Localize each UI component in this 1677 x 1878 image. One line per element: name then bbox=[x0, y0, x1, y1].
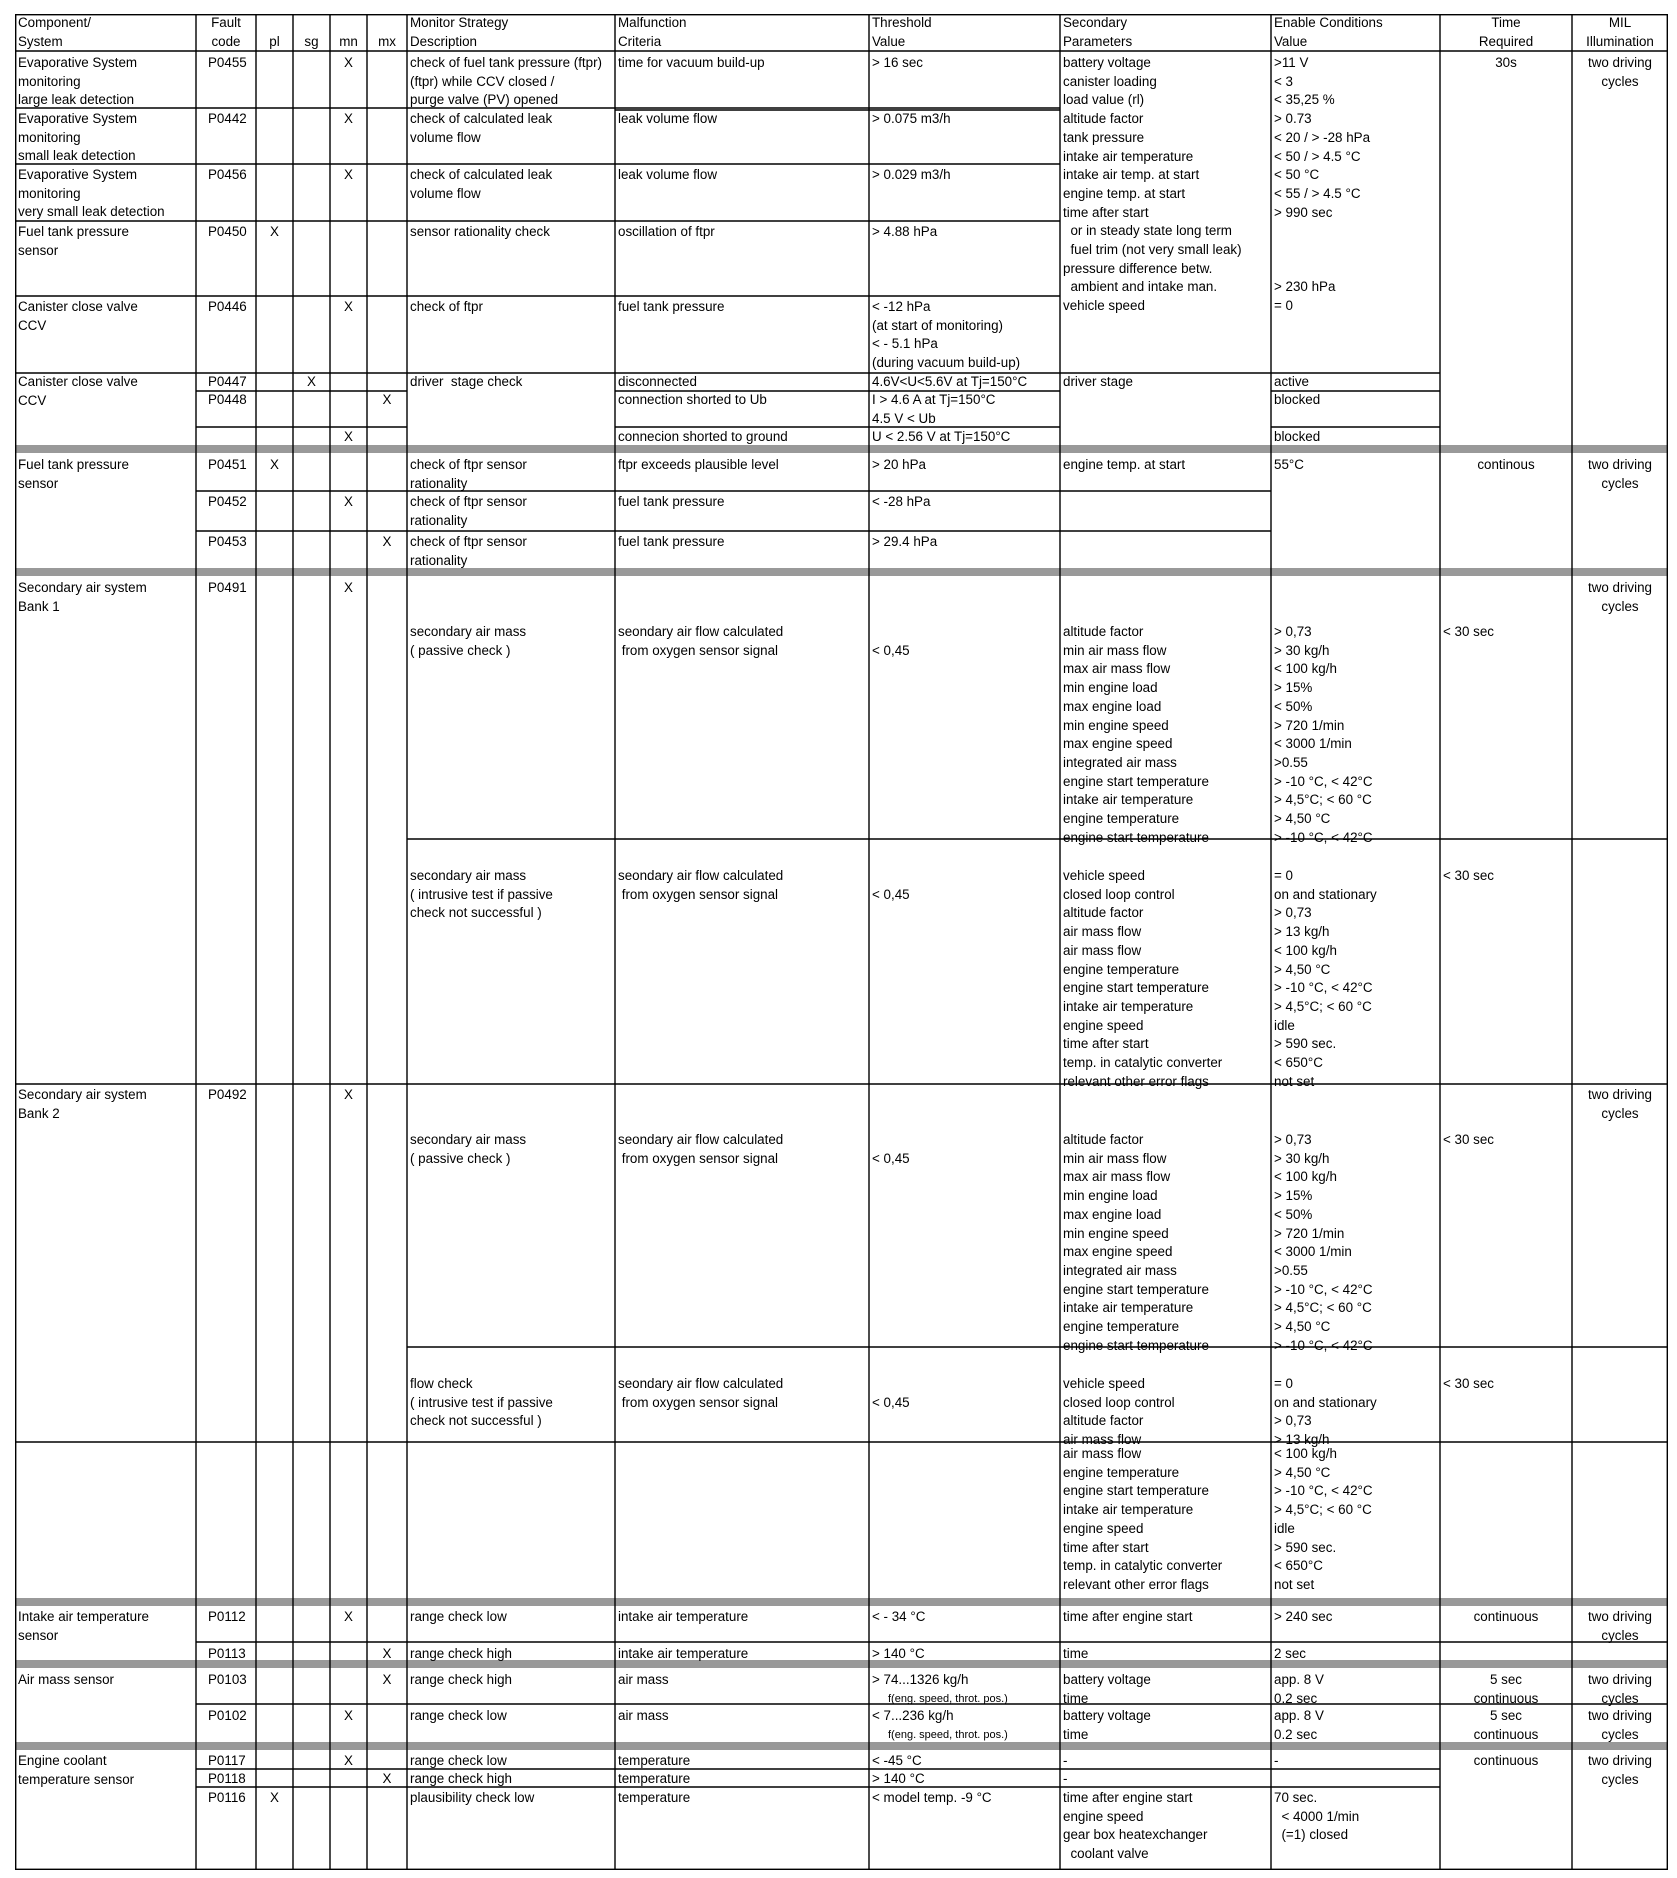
row-sas2-passive-time: < 30 sec bbox=[1443, 1132, 1494, 1147]
header-secondary-parameters: Secondary Parameters bbox=[1063, 15, 1133, 49]
row-iat-malf-1: intake air temperature bbox=[618, 1609, 749, 1624]
header-enable-conditions: Enable Conditions Value bbox=[1274, 15, 1383, 49]
header-mn: mn bbox=[339, 34, 358, 49]
row-ftp-component: Fuel tank pressure sensor bbox=[18, 457, 129, 491]
row-ect-code-2: P0118 bbox=[208, 1771, 246, 1786]
row-sas1-passive-secondary: altitude factor min air mass flow max air mass flow min engine load max engine load min engine speed max engine speed integrated air mass engine start temperature intake air temperature engine temperature engine start temperature bbox=[1063, 624, 1209, 845]
row-ftp-code-1: P0451 bbox=[208, 457, 247, 472]
row-ect-time: continuous bbox=[1473, 1753, 1539, 1768]
header-threshold: Threshold Value bbox=[872, 15, 932, 49]
row-ftp-mil: two driving cycles bbox=[1587, 457, 1652, 491]
row-sas2-intrusive-monitor: flow check ( intrusive test if passive check not successful ) bbox=[410, 1376, 553, 1429]
row-sas1-code: P0491 bbox=[208, 580, 247, 595]
row-sas1-mn-mark: X bbox=[344, 580, 353, 595]
row-sas1-component: Secondary air system Bank 1 bbox=[18, 580, 147, 614]
row-maf-thr-1: > 74...1326 kg/h bbox=[872, 1672, 969, 1687]
table-grid-lines bbox=[15, 14, 1668, 1870]
row-ccv2-mn-mark: X bbox=[344, 429, 353, 444]
row-maf-thr-2-note: f(eng. speed, throt. pos.) bbox=[888, 1729, 1008, 1741]
row-maf-en-1: app. 8 V 0.2 sec bbox=[1274, 1672, 1324, 1706]
row-sas2-intrusive-enable: = 0 on and stationary > 0,73 > 13 kg/h bbox=[1274, 1376, 1377, 1448]
row-ect-malf-2: temperature bbox=[618, 1771, 691, 1786]
row-iat-time: continuous bbox=[1473, 1609, 1539, 1624]
row-maf-malf-1: air mass bbox=[618, 1672, 669, 1687]
row-ftps-code: P0450 bbox=[208, 224, 247, 239]
row-maf-sec-2: battery voltage time bbox=[1063, 1708, 1151, 1742]
row-sas2-intrusive-malf: seondary air flow calculated from oxygen sensor signal bbox=[618, 1376, 784, 1410]
row-maf-thr-2: < 7...236 kg/h bbox=[872, 1708, 954, 1723]
row-ect-sec-2: - bbox=[1063, 1771, 1068, 1786]
row-ccv2-enable-2: blocked bbox=[1274, 392, 1321, 407]
row-maf-mn-mark: X bbox=[344, 1708, 353, 1723]
row-sas1-passive-enable: > 0,73 > 30 kg/h < 100 kg/h > 15% < 50% > 720 1/min < 3000 1/min >0.55 > -10 °C, < 42°C > 4,5°C; < 60 °C > 4,50 °C > -10 °C, < 42°C bbox=[1274, 624, 1373, 845]
row-ect-component: Engine coolant temperature sensor bbox=[18, 1753, 135, 1787]
evap-secondary-parameters: battery voltage canister loading load value (rl) altitude factor tank pressure intake air temperature intake air temp. at start engine temp. at start time after start or in steady state long term fuel trim (not very small leak) pressure difference betw. ambient and intake man. vehicle speed bbox=[1063, 55, 1242, 314]
row-ect-sec-3: time after engine start engine speed gear box heatexchanger coolant valve bbox=[1063, 1790, 1208, 1862]
row-iat-code-2: P0113 bbox=[208, 1646, 246, 1661]
row-ect-mn-mark: X bbox=[344, 1753, 353, 1768]
header-malfunction-criteria: Malfunction Criteria bbox=[618, 15, 687, 49]
row-ccv-code: P0446 bbox=[208, 299, 247, 314]
row-ccv2-mx-mark: X bbox=[382, 392, 392, 407]
row-ccv-component: Canister close valve CCV bbox=[18, 299, 138, 333]
row-evap-large-threshold: > 16 sec bbox=[872, 55, 923, 70]
row-iat-en-2: 2 sec bbox=[1274, 1646, 1307, 1661]
row-sas2-component: Secondary air system Bank 2 bbox=[18, 1087, 147, 1121]
row-sas1-intrusive-thr: < 0,45 bbox=[872, 887, 910, 902]
row-evap-vsmall-mn-mark: X bbox=[344, 167, 353, 182]
row-ccv-mn-mark: X bbox=[344, 299, 353, 314]
row-ftp-enable-1: 55°C bbox=[1274, 457, 1304, 472]
row-ccv2-thr-3: U < 2.56 V at Tj=150°C bbox=[872, 429, 1011, 444]
evap-enable-values: >11 V < 3 < 35,25 % > 0.73 < 20 / > -28 hPa < 50 / > 4.5 °C < 50 °C < 55 / > 4.5 °C > 990 sec > 230 hPa = 0 bbox=[1274, 55, 1371, 314]
row-sas1-intrusive-monitor: secondary air mass ( intrusive test if passive check not successful ) bbox=[410, 868, 553, 921]
row-sas1-passive-malf: seondary air flow calculated from oxygen sensor signal bbox=[618, 624, 784, 658]
evap-mil: two driving cycles bbox=[1587, 55, 1652, 89]
row-ect-malf-3: temperature bbox=[618, 1790, 691, 1805]
row-evap-small-mn-mark: X bbox=[344, 111, 353, 126]
row-iat-mon-2: range check high bbox=[410, 1646, 512, 1661]
row-ftp-secondary-1: engine temp. at start bbox=[1063, 457, 1186, 472]
row-ftp-malf-1: ftpr exceeds plausible level bbox=[618, 457, 779, 472]
row-ect-en-3: 70 sec. < 4000 1/min (=1) closed bbox=[1274, 1790, 1360, 1843]
row-sas1-intrusive-malf: seondary air flow calculated from oxygen sensor signal bbox=[618, 868, 784, 902]
row-ccv2-monitor: driver stage check bbox=[410, 374, 523, 389]
row-sas2-mn-mark: X bbox=[344, 1087, 353, 1102]
row-maf-component: Air mass sensor bbox=[18, 1672, 114, 1687]
row-evap-small-monitor: check of calculated leak volume flow bbox=[410, 111, 553, 145]
row-evap-large-malfunction: time for vacuum build-up bbox=[618, 55, 765, 70]
row-sas1-intrusive-enable: = 0 on and stationary > 0,73 > 13 kg/h < 100 kg/h > 4,50 °C > -10 °C, < 42°C > 4,5°C; < 60 °C idle > 590 sec. < 650°C not set bbox=[1274, 868, 1377, 1089]
row-sas2-intrusive-thr: < 0,45 bbox=[872, 1395, 910, 1410]
row-maf-sec-1: battery voltage time bbox=[1063, 1672, 1151, 1706]
row-evap-small-component: Evaporative System monitoring small leak detection bbox=[18, 111, 138, 164]
row-ftp-monitor-2: check of ftpr sensor rationality bbox=[410, 494, 527, 528]
header-mx: mx bbox=[378, 34, 396, 49]
row-ftps-threshold: > 4.88 hPa bbox=[872, 224, 938, 239]
row-ftps-pl-mark: X bbox=[270, 224, 279, 239]
row-ccv2-code-1: P0447 bbox=[208, 374, 247, 389]
row-ccv2-code-2: P0448 bbox=[208, 392, 247, 407]
row-ect-mon-3: plausibility check low bbox=[410, 1790, 535, 1805]
row-ftps-monitor: sensor rationality check bbox=[410, 224, 550, 239]
row-evap-vsmall-component: Evaporative System monitoring very small leak detection bbox=[18, 167, 165, 220]
row-iat-sec-1: time after engine start bbox=[1063, 1609, 1193, 1624]
row-maf-mx-mark: X bbox=[382, 1672, 392, 1687]
row-evap-vsmall-threshold: > 0.029 m3/h bbox=[872, 167, 951, 182]
row-maf-mil-2: two driving cycles bbox=[1587, 1708, 1652, 1742]
row-evap-small-code: P0442 bbox=[208, 111, 247, 126]
row-sas1-mil: two driving cycles bbox=[1587, 580, 1652, 614]
row-ftp-thr-3: > 29.4 hPa bbox=[872, 534, 938, 549]
row-ccv2-sg-mark: X bbox=[307, 374, 316, 389]
row-evap-vsmall-code: P0456 bbox=[208, 167, 247, 182]
row-sas2-passive-secondary: altitude factor min air mass flow max air mass flow min engine load max engine load min engine speed max engine speed integrated air mass engine start temperature intake air temperature engine temperature engine start temperature bbox=[1063, 1132, 1209, 1353]
row-maf-code-2: P0102 bbox=[208, 1708, 247, 1723]
row-ftp-malf-2: fuel tank pressure bbox=[618, 494, 725, 509]
row-ftp-thr-2: < -28 hPa bbox=[872, 494, 931, 509]
row-sas1-passive-monitor: secondary air mass ( passive check ) bbox=[410, 624, 527, 658]
row-ccv2-malf-2: connection shorted to Ub bbox=[618, 392, 767, 407]
row-evap-vsmall-malfunction: leak volume flow bbox=[618, 167, 717, 182]
row-sas2-passive-thr: < 0,45 bbox=[872, 1151, 910, 1166]
row-sas2-cont-secondary: air mass flow engine temperature engine start temperature intake air temperature engine speed time after start temp. in catalytic converter relevant other error flags bbox=[1063, 1446, 1223, 1592]
row-ftp-pl-mark: X bbox=[270, 457, 279, 472]
row-ect-code-1: P0117 bbox=[208, 1753, 246, 1768]
row-sas2-passive-monitor: secondary air mass ( passive check ) bbox=[410, 1132, 527, 1166]
row-ftp-monitor-1: check of ftpr sensor rationality bbox=[410, 457, 527, 491]
row-ccv2-enable-1: active bbox=[1274, 374, 1309, 389]
row-ect-mx-mark: X bbox=[382, 1771, 392, 1786]
row-evap-vsmall-monitor: check of calculated leak volume flow bbox=[410, 167, 553, 201]
row-sas1-intrusive-secondary: vehicle speed closed loop control altitude factor air mass flow air mass flow engine temperature engine start temperature intake air temperature engine speed time after start temp. in catalytic converter relevant other error flags bbox=[1063, 868, 1223, 1089]
header-pl: pl bbox=[269, 34, 280, 49]
row-maf-thr-1-note: f(eng. speed, throt. pos.) bbox=[888, 1693, 1008, 1705]
row-ect-thr-2: > 140 °C bbox=[872, 1771, 925, 1786]
row-iat-mil: two driving cycles bbox=[1587, 1609, 1652, 1643]
row-ect-code-3: P0116 bbox=[208, 1790, 246, 1805]
row-sas1-intrusive-time: < 30 sec bbox=[1443, 868, 1494, 883]
header-component: Component/ System bbox=[18, 15, 91, 49]
obd-monitor-table bbox=[15, 14, 1668, 1870]
row-maf-time-1: 5 sec continuous bbox=[1473, 1672, 1539, 1706]
row-ccv2-enable-3: blocked bbox=[1274, 429, 1321, 444]
row-ftp-code-2: P0452 bbox=[208, 494, 247, 509]
row-iat-en-1: > 240 sec bbox=[1274, 1609, 1333, 1624]
row-ccv2-thr-2: I > 4.6 A at Tj=150°C 4.5 V < Ub bbox=[872, 392, 996, 426]
header-fault-code: Fault code bbox=[211, 15, 241, 49]
row-ftp-monitor-3: check of ftpr sensor rationality bbox=[410, 534, 527, 568]
row-ccv2-malf-1: disconnected bbox=[618, 374, 697, 389]
row-iat-mn-mark: X bbox=[344, 1609, 353, 1624]
row-sas2-intrusive-secondary: vehicle speed closed loop control altitude factor air mass flow bbox=[1063, 1376, 1175, 1448]
row-iat-thr-1: < - 34 °C bbox=[872, 1609, 926, 1624]
evap-time-required: 30s bbox=[1495, 55, 1517, 70]
row-sas2-intrusive-time: < 30 sec bbox=[1443, 1376, 1494, 1391]
row-sas2-cont-enable: < 100 kg/h > 4,50 °C > -10 °C, < 42°C > 4,5°C; < 60 °C idle > 590 sec. < 650°C not set bbox=[1274, 1446, 1373, 1592]
row-iat-code-1: P0112 bbox=[208, 1609, 246, 1624]
row-maf-malf-2: air mass bbox=[618, 1708, 669, 1723]
row-maf-mon-1: range check high bbox=[410, 1672, 512, 1687]
row-sas1-passive-thr: < 0,45 bbox=[872, 643, 910, 658]
row-iat-malf-2: intake air temperature bbox=[618, 1646, 749, 1661]
row-ftps-malfunction: oscillation of ftpr bbox=[618, 224, 715, 239]
row-ccv-malfunction: fuel tank pressure bbox=[618, 299, 725, 314]
row-ccv2-secondary: driver stage bbox=[1063, 374, 1133, 389]
row-ect-mon-1: range check low bbox=[410, 1753, 507, 1768]
row-iat-sec-2: time bbox=[1063, 1646, 1089, 1661]
row-evap-large-monitor: check of fuel tank pressure (ftpr) (ftpr) while CCV closed / purge valve (PV) opened bbox=[410, 55, 603, 108]
row-ftp-mn-mark: X bbox=[344, 494, 353, 509]
row-ccv2-component: Canister close valve CCV bbox=[18, 374, 138, 408]
row-ect-thr-3: < model temp. -9 °C bbox=[872, 1790, 992, 1805]
row-ccv-threshold: < -12 hPa (at start of monitoring) < - 5.1 hPa (during vacuum build-up) bbox=[872, 299, 1021, 371]
row-iat-thr-2: > 140 °C bbox=[872, 1646, 925, 1661]
row-ect-malf-1: temperature bbox=[618, 1753, 691, 1768]
row-evap-small-threshold: > 0.075 m3/h bbox=[872, 111, 951, 126]
row-evap-small-malfunction: leak volume flow bbox=[618, 111, 717, 126]
row-sas2-mil: two driving cycles bbox=[1587, 1087, 1652, 1121]
row-sas2-passive-enable: > 0,73 > 30 kg/h < 100 kg/h > 15% < 50% > 720 1/min < 3000 1/min >0.55 > -10 °C, < 42°C > 4,5°C; < 60 °C > 4,50 °C > -10 °C, < 42°C bbox=[1274, 1132, 1373, 1353]
row-evap-large-component: Evaporative System monitoring large leak detection bbox=[18, 55, 138, 108]
header-time-required: Time Required bbox=[1478, 15, 1534, 49]
row-ftp-thr-1: > 20 hPa bbox=[872, 457, 926, 472]
row-sas2-code: P0492 bbox=[208, 1087, 247, 1102]
row-maf-en-2: app. 8 V 0.2 sec bbox=[1274, 1708, 1324, 1742]
row-ftp-mx-mark: X bbox=[382, 534, 392, 549]
row-maf-time-2: 5 sec continuous bbox=[1473, 1708, 1539, 1742]
row-sas2-passive-malf: seondary air flow calculated from oxygen sensor signal bbox=[618, 1132, 784, 1166]
row-ccv2-thr-1: 4.6V<U<5.6V at Tj=150°C bbox=[872, 374, 1028, 389]
row-maf-code-1: P0103 bbox=[208, 1672, 247, 1687]
row-evap-large-mn-mark: X bbox=[344, 55, 353, 70]
header-mil-illumination: MIL Illumination bbox=[1586, 15, 1654, 49]
row-iat-component: Intake air temperature sensor bbox=[18, 1609, 149, 1643]
row-maf-mil-1: two driving cycles bbox=[1587, 1672, 1652, 1706]
row-ccv-monitor: check of ftpr bbox=[410, 299, 483, 314]
row-maf-mon-2: range check low bbox=[410, 1708, 507, 1723]
row-ftp-code-3: P0453 bbox=[208, 534, 247, 549]
row-ect-sec-1: - bbox=[1063, 1753, 1068, 1768]
header-monitor-strategy: Monitor Strategy Description bbox=[410, 15, 509, 49]
row-ect-mon-2: range check high bbox=[410, 1771, 512, 1786]
row-iat-mon-1: range check low bbox=[410, 1609, 507, 1624]
row-ftps-component: Fuel tank pressure sensor bbox=[18, 224, 129, 258]
row-ect-en-1: - bbox=[1274, 1753, 1279, 1768]
row-sas1-passive-time: < 30 sec bbox=[1443, 624, 1494, 639]
header-sg: sg bbox=[304, 34, 319, 49]
row-ect-thr-1: < -45 °C bbox=[872, 1753, 922, 1768]
row-ftp-time: continous bbox=[1477, 457, 1535, 472]
row-evap-large-code: P0455 bbox=[208, 55, 247, 70]
row-ect-pl-mark: X bbox=[270, 1790, 279, 1805]
row-ect-mil: two driving cycles bbox=[1587, 1753, 1652, 1787]
row-iat-mx-mark: X bbox=[382, 1646, 392, 1661]
row-ftp-malf-3: fuel tank pressure bbox=[618, 534, 725, 549]
row-ccv2-malf-3: connecion shorted to ground bbox=[618, 429, 788, 444]
